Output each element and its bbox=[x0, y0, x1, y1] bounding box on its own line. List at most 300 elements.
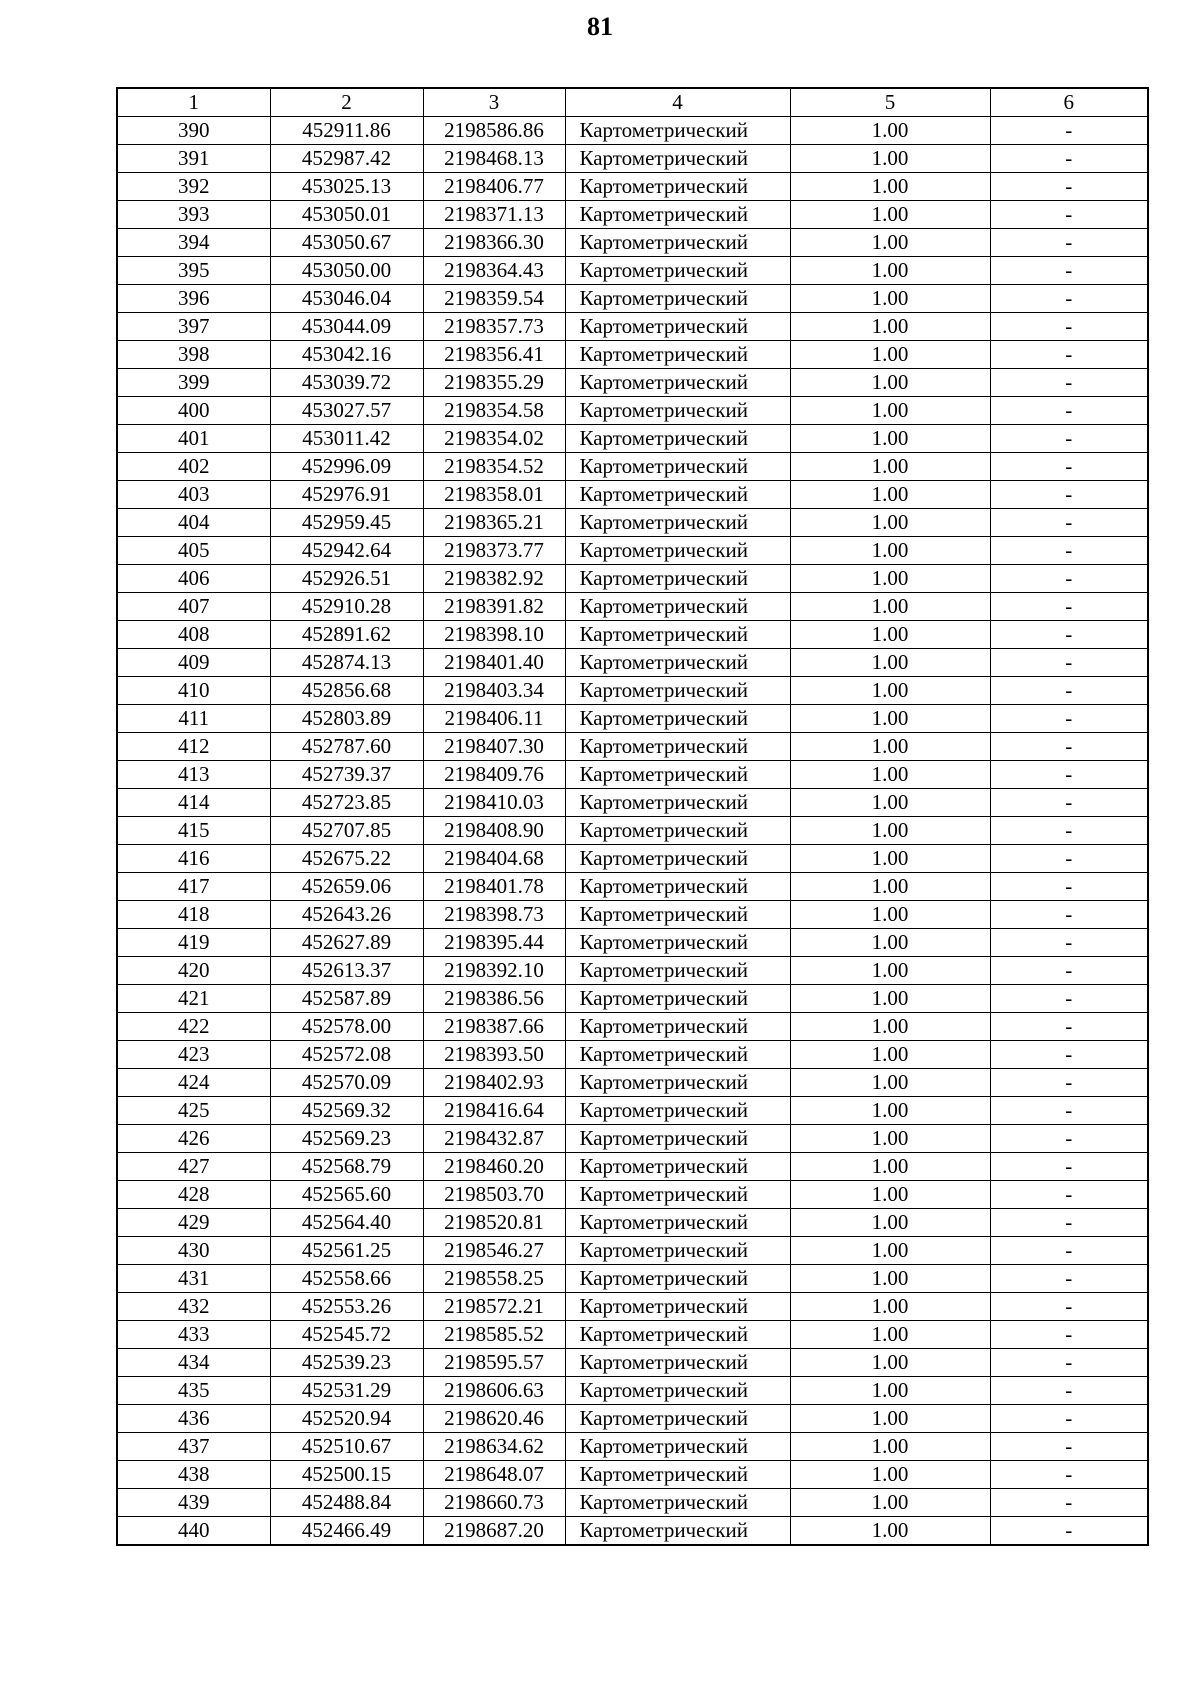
x-coordinate-cell: 452803.89 bbox=[270, 705, 423, 733]
x-coordinate-cell: 452558.66 bbox=[270, 1265, 423, 1293]
table-row bbox=[117, 649, 1148, 677]
x-coordinate-cell: 452787.60 bbox=[270, 733, 423, 761]
accuracy-cell: 1.00 bbox=[790, 677, 990, 705]
point-number-cell: 434 bbox=[117, 1349, 270, 1377]
y-coordinate-cell: 2198354.52 bbox=[423, 453, 565, 481]
note-cell: - bbox=[990, 817, 1148, 845]
x-coordinate-cell: 452561.25 bbox=[270, 1237, 423, 1265]
method-cell: Картометрический bbox=[565, 397, 790, 425]
method-cell: Картометрический bbox=[565, 1265, 790, 1293]
point-number-cell: 394 bbox=[117, 229, 270, 257]
accuracy-cell: 1.00 bbox=[790, 1041, 990, 1069]
table-row bbox=[117, 145, 1148, 173]
point-number-cell: 398 bbox=[117, 341, 270, 369]
note-cell: - bbox=[990, 1097, 1148, 1125]
table-row bbox=[117, 817, 1148, 845]
method-cell: Картометрический bbox=[565, 453, 790, 481]
table-row bbox=[117, 117, 1148, 145]
note-cell: - bbox=[990, 229, 1148, 257]
table-row bbox=[117, 257, 1148, 285]
method-cell: Картометрический bbox=[565, 1069, 790, 1097]
accuracy-cell: 1.00 bbox=[790, 621, 990, 649]
method-cell: Картометрический bbox=[565, 1461, 790, 1489]
table-row bbox=[117, 1237, 1148, 1265]
x-coordinate-cell: 452675.22 bbox=[270, 845, 423, 873]
note-cell: - bbox=[990, 649, 1148, 677]
point-number-cell: 409 bbox=[117, 649, 270, 677]
column-header: 6 bbox=[990, 88, 1148, 117]
x-coordinate-cell: 452874.13 bbox=[270, 649, 423, 677]
x-coordinate-cell: 452959.45 bbox=[270, 509, 423, 537]
method-cell: Картометрический bbox=[565, 761, 790, 789]
point-number-cell: 400 bbox=[117, 397, 270, 425]
x-coordinate-cell: 453025.13 bbox=[270, 173, 423, 201]
note-cell: - bbox=[990, 1069, 1148, 1097]
y-coordinate-cell: 2198620.46 bbox=[423, 1405, 565, 1433]
column-header: 3 bbox=[423, 88, 565, 117]
y-coordinate-cell: 2198404.68 bbox=[423, 845, 565, 873]
y-coordinate-cell: 2198407.30 bbox=[423, 733, 565, 761]
table-row bbox=[117, 621, 1148, 649]
accuracy-cell: 1.00 bbox=[790, 201, 990, 229]
y-coordinate-cell: 2198373.77 bbox=[423, 537, 565, 565]
accuracy-cell: 1.00 bbox=[790, 341, 990, 369]
x-coordinate-cell: 452545.72 bbox=[270, 1321, 423, 1349]
accuracy-cell: 1.00 bbox=[790, 481, 990, 509]
y-coordinate-cell: 2198355.29 bbox=[423, 369, 565, 397]
method-cell: Картометрический bbox=[565, 565, 790, 593]
accuracy-cell: 1.00 bbox=[790, 1125, 990, 1153]
y-coordinate-cell: 2198398.10 bbox=[423, 621, 565, 649]
y-coordinate-cell: 2198356.41 bbox=[423, 341, 565, 369]
table-row bbox=[117, 705, 1148, 733]
accuracy-cell: 1.00 bbox=[790, 817, 990, 845]
accuracy-cell: 1.00 bbox=[790, 705, 990, 733]
x-coordinate-cell: 453050.00 bbox=[270, 257, 423, 285]
table-row bbox=[117, 1349, 1148, 1377]
point-number-cell: 419 bbox=[117, 929, 270, 957]
accuracy-cell: 1.00 bbox=[790, 957, 990, 985]
x-coordinate-cell: 452707.85 bbox=[270, 817, 423, 845]
x-coordinate-cell: 452510.67 bbox=[270, 1433, 423, 1461]
point-number-cell: 425 bbox=[117, 1097, 270, 1125]
point-number-cell: 397 bbox=[117, 313, 270, 341]
y-coordinate-cell: 2198546.27 bbox=[423, 1237, 565, 1265]
table-row bbox=[117, 1433, 1148, 1461]
method-cell: Картометрический bbox=[565, 369, 790, 397]
point-number-cell: 404 bbox=[117, 509, 270, 537]
accuracy-cell: 1.00 bbox=[790, 1209, 990, 1237]
method-cell: Картометрический bbox=[565, 1013, 790, 1041]
y-coordinate-cell: 2198392.10 bbox=[423, 957, 565, 985]
x-coordinate-cell: 453050.67 bbox=[270, 229, 423, 257]
accuracy-cell: 1.00 bbox=[790, 1097, 990, 1125]
accuracy-cell: 1.00 bbox=[790, 1265, 990, 1293]
y-coordinate-cell: 2198354.58 bbox=[423, 397, 565, 425]
point-number-cell: 422 bbox=[117, 1013, 270, 1041]
point-number-cell: 424 bbox=[117, 1069, 270, 1097]
accuracy-cell: 1.00 bbox=[790, 1237, 990, 1265]
y-coordinate-cell: 2198460.20 bbox=[423, 1153, 565, 1181]
table-header-row bbox=[117, 88, 1148, 117]
table-row bbox=[117, 1461, 1148, 1489]
y-coordinate-cell: 2198371.13 bbox=[423, 201, 565, 229]
note-cell: - bbox=[990, 845, 1148, 873]
y-coordinate-cell: 2198358.01 bbox=[423, 481, 565, 509]
note-cell: - bbox=[990, 369, 1148, 397]
note-cell: - bbox=[990, 1321, 1148, 1349]
note-cell: - bbox=[990, 761, 1148, 789]
method-cell: Картометрический bbox=[565, 1377, 790, 1405]
accuracy-cell: 1.00 bbox=[790, 369, 990, 397]
note-cell: - bbox=[990, 1181, 1148, 1209]
table-row bbox=[117, 789, 1148, 817]
point-number-cell: 432 bbox=[117, 1293, 270, 1321]
note-cell: - bbox=[990, 985, 1148, 1013]
x-coordinate-cell: 452531.29 bbox=[270, 1377, 423, 1405]
accuracy-cell: 1.00 bbox=[790, 1433, 990, 1461]
x-coordinate-cell: 452569.32 bbox=[270, 1097, 423, 1125]
point-number-cell: 396 bbox=[117, 285, 270, 313]
x-coordinate-cell: 452568.79 bbox=[270, 1153, 423, 1181]
y-coordinate-cell: 2198387.66 bbox=[423, 1013, 565, 1041]
note-cell: - bbox=[990, 1405, 1148, 1433]
y-coordinate-cell: 2198648.07 bbox=[423, 1461, 565, 1489]
point-number-cell: 430 bbox=[117, 1237, 270, 1265]
table-row bbox=[117, 229, 1148, 257]
point-number-cell: 415 bbox=[117, 817, 270, 845]
x-coordinate-cell: 452911.86 bbox=[270, 117, 423, 145]
point-number-cell: 426 bbox=[117, 1125, 270, 1153]
accuracy-cell: 1.00 bbox=[790, 229, 990, 257]
table-row bbox=[117, 929, 1148, 957]
accuracy-cell: 1.00 bbox=[790, 1013, 990, 1041]
method-cell: Картометрический bbox=[565, 1517, 790, 1546]
note-cell: - bbox=[990, 1153, 1148, 1181]
y-coordinate-cell: 2198401.40 bbox=[423, 649, 565, 677]
point-number-cell: 412 bbox=[117, 733, 270, 761]
method-cell: Картометрический bbox=[565, 593, 790, 621]
accuracy-cell: 1.00 bbox=[790, 1461, 990, 1489]
point-number-cell: 395 bbox=[117, 257, 270, 285]
table-row bbox=[117, 1069, 1148, 1097]
accuracy-cell: 1.00 bbox=[790, 509, 990, 537]
note-cell: - bbox=[990, 1377, 1148, 1405]
accuracy-cell: 1.00 bbox=[790, 1181, 990, 1209]
x-coordinate-cell: 452569.23 bbox=[270, 1125, 423, 1153]
method-cell: Картометрический bbox=[565, 621, 790, 649]
table-row bbox=[117, 1013, 1148, 1041]
x-coordinate-cell: 452942.64 bbox=[270, 537, 423, 565]
note-cell: - bbox=[990, 789, 1148, 817]
note-cell: - bbox=[990, 509, 1148, 537]
x-coordinate-cell: 453050.01 bbox=[270, 201, 423, 229]
accuracy-cell: 1.00 bbox=[790, 593, 990, 621]
x-coordinate-cell: 453042.16 bbox=[270, 341, 423, 369]
y-coordinate-cell: 2198365.21 bbox=[423, 509, 565, 537]
point-number-cell: 391 bbox=[117, 145, 270, 173]
note-cell: - bbox=[990, 285, 1148, 313]
accuracy-cell: 1.00 bbox=[790, 1321, 990, 1349]
method-cell: Картометрический bbox=[565, 957, 790, 985]
note-cell: - bbox=[990, 453, 1148, 481]
point-number-cell: 439 bbox=[117, 1489, 270, 1517]
table-row bbox=[117, 1041, 1148, 1069]
method-cell: Картометрический bbox=[565, 901, 790, 929]
point-number-cell: 399 bbox=[117, 369, 270, 397]
point-number-cell: 428 bbox=[117, 1181, 270, 1209]
y-coordinate-cell: 2198364.43 bbox=[423, 257, 565, 285]
y-coordinate-cell: 2198366.30 bbox=[423, 229, 565, 257]
y-coordinate-cell: 2198520.81 bbox=[423, 1209, 565, 1237]
point-number-cell: 418 bbox=[117, 901, 270, 929]
accuracy-cell: 1.00 bbox=[790, 901, 990, 929]
table-row bbox=[117, 1209, 1148, 1237]
table-row bbox=[117, 481, 1148, 509]
method-cell: Картометрический bbox=[565, 425, 790, 453]
table-row bbox=[117, 425, 1148, 453]
point-number-cell: 402 bbox=[117, 453, 270, 481]
method-cell: Картометрический bbox=[565, 145, 790, 173]
accuracy-cell: 1.00 bbox=[790, 1405, 990, 1433]
x-coordinate-cell: 452553.26 bbox=[270, 1293, 423, 1321]
note-cell: - bbox=[990, 1237, 1148, 1265]
note-cell: - bbox=[990, 313, 1148, 341]
accuracy-cell: 1.00 bbox=[790, 145, 990, 173]
point-number-cell: 393 bbox=[117, 201, 270, 229]
accuracy-cell: 1.00 bbox=[790, 453, 990, 481]
note-cell: - bbox=[990, 173, 1148, 201]
x-coordinate-cell: 452739.37 bbox=[270, 761, 423, 789]
accuracy-cell: 1.00 bbox=[790, 117, 990, 145]
point-number-cell: 407 bbox=[117, 593, 270, 621]
table-row bbox=[117, 1097, 1148, 1125]
table-body bbox=[117, 117, 1148, 1546]
table-row bbox=[117, 901, 1148, 929]
x-coordinate-cell: 452466.49 bbox=[270, 1517, 423, 1546]
x-coordinate-cell: 452488.84 bbox=[270, 1489, 423, 1517]
y-coordinate-cell: 2198409.76 bbox=[423, 761, 565, 789]
accuracy-cell: 1.00 bbox=[790, 173, 990, 201]
method-cell: Картометрический bbox=[565, 1041, 790, 1069]
table-row bbox=[117, 761, 1148, 789]
point-number-cell: 437 bbox=[117, 1433, 270, 1461]
method-cell: Картометрический bbox=[565, 789, 790, 817]
y-coordinate-cell: 2198403.34 bbox=[423, 677, 565, 705]
table-row bbox=[117, 1377, 1148, 1405]
note-cell: - bbox=[990, 1517, 1148, 1546]
method-cell: Картометрический bbox=[565, 1433, 790, 1461]
method-cell: Картометрический bbox=[565, 677, 790, 705]
x-coordinate-cell: 452659.06 bbox=[270, 873, 423, 901]
accuracy-cell: 1.00 bbox=[790, 397, 990, 425]
point-number-cell: 413 bbox=[117, 761, 270, 789]
x-coordinate-cell: 452910.28 bbox=[270, 593, 423, 621]
x-coordinate-cell: 452987.42 bbox=[270, 145, 423, 173]
point-number-cell: 401 bbox=[117, 425, 270, 453]
accuracy-cell: 1.00 bbox=[790, 425, 990, 453]
y-coordinate-cell: 2198398.73 bbox=[423, 901, 565, 929]
y-coordinate-cell: 2198606.63 bbox=[423, 1377, 565, 1405]
method-cell: Картометрический bbox=[565, 733, 790, 761]
method-cell: Картометрический bbox=[565, 285, 790, 313]
y-coordinate-cell: 2198408.90 bbox=[423, 817, 565, 845]
note-cell: - bbox=[990, 901, 1148, 929]
method-cell: Картометрический bbox=[565, 509, 790, 537]
y-coordinate-cell: 2198359.54 bbox=[423, 285, 565, 313]
accuracy-cell: 1.00 bbox=[790, 1069, 990, 1097]
method-cell: Картометрический bbox=[565, 1097, 790, 1125]
x-coordinate-cell: 453044.09 bbox=[270, 313, 423, 341]
accuracy-cell: 1.00 bbox=[790, 929, 990, 957]
method-cell: Картометрический bbox=[565, 1321, 790, 1349]
table-row bbox=[117, 341, 1148, 369]
accuracy-cell: 1.00 bbox=[790, 257, 990, 285]
coordinates-table bbox=[116, 87, 1149, 1546]
x-coordinate-cell: 452500.15 bbox=[270, 1461, 423, 1489]
point-number-cell: 403 bbox=[117, 481, 270, 509]
accuracy-cell: 1.00 bbox=[790, 733, 990, 761]
table-row bbox=[117, 453, 1148, 481]
point-number-cell: 414 bbox=[117, 789, 270, 817]
note-cell: - bbox=[990, 481, 1148, 509]
point-number-cell: 423 bbox=[117, 1041, 270, 1069]
accuracy-cell: 1.00 bbox=[790, 789, 990, 817]
note-cell: - bbox=[990, 929, 1148, 957]
x-coordinate-cell: 452627.89 bbox=[270, 929, 423, 957]
x-coordinate-cell: 452856.68 bbox=[270, 677, 423, 705]
point-number-cell: 416 bbox=[117, 845, 270, 873]
y-coordinate-cell: 2198382.92 bbox=[423, 565, 565, 593]
point-number-cell: 406 bbox=[117, 565, 270, 593]
method-cell: Картометрический bbox=[565, 313, 790, 341]
column-header: 5 bbox=[790, 88, 990, 117]
method-cell: Картометрический bbox=[565, 929, 790, 957]
x-coordinate-cell: 452926.51 bbox=[270, 565, 423, 593]
point-number-cell: 429 bbox=[117, 1209, 270, 1237]
point-number-cell: 433 bbox=[117, 1321, 270, 1349]
note-cell: - bbox=[990, 201, 1148, 229]
note-cell: - bbox=[990, 537, 1148, 565]
x-coordinate-cell: 452723.85 bbox=[270, 789, 423, 817]
x-coordinate-cell: 452891.62 bbox=[270, 621, 423, 649]
point-number-cell: 417 bbox=[117, 873, 270, 901]
point-number-cell: 427 bbox=[117, 1153, 270, 1181]
method-cell: Картометрический bbox=[565, 817, 790, 845]
column-header: 4 bbox=[565, 88, 790, 117]
table-row bbox=[117, 285, 1148, 313]
table-row bbox=[117, 1405, 1148, 1433]
table-row bbox=[117, 1293, 1148, 1321]
method-cell: Картометрический bbox=[565, 845, 790, 873]
table-row bbox=[117, 733, 1148, 761]
x-coordinate-cell: 452565.60 bbox=[270, 1181, 423, 1209]
point-number-cell: 438 bbox=[117, 1461, 270, 1489]
point-number-cell: 421 bbox=[117, 985, 270, 1013]
table-row bbox=[117, 957, 1148, 985]
table-row bbox=[117, 1125, 1148, 1153]
method-cell: Картометрический bbox=[565, 341, 790, 369]
y-coordinate-cell: 2198585.52 bbox=[423, 1321, 565, 1349]
table-row bbox=[117, 873, 1148, 901]
y-coordinate-cell: 2198386.56 bbox=[423, 985, 565, 1013]
note-cell: - bbox=[990, 873, 1148, 901]
table-row bbox=[117, 1489, 1148, 1517]
table-row bbox=[117, 985, 1148, 1013]
note-cell: - bbox=[990, 621, 1148, 649]
y-coordinate-cell: 2198391.82 bbox=[423, 593, 565, 621]
note-cell: - bbox=[990, 1349, 1148, 1377]
method-cell: Картометрический bbox=[565, 1489, 790, 1517]
table-row bbox=[117, 537, 1148, 565]
method-cell: Картометрический bbox=[565, 117, 790, 145]
accuracy-cell: 1.00 bbox=[790, 649, 990, 677]
point-number-cell: 420 bbox=[117, 957, 270, 985]
note-cell: - bbox=[990, 1265, 1148, 1293]
method-cell: Картометрический bbox=[565, 1153, 790, 1181]
method-cell: Картометрический bbox=[565, 649, 790, 677]
y-coordinate-cell: 2198558.25 bbox=[423, 1265, 565, 1293]
accuracy-cell: 1.00 bbox=[790, 1293, 990, 1321]
point-number-cell: 435 bbox=[117, 1377, 270, 1405]
table-row bbox=[117, 845, 1148, 873]
x-coordinate-cell: 452539.23 bbox=[270, 1349, 423, 1377]
method-cell: Картометрический bbox=[565, 229, 790, 257]
accuracy-cell: 1.00 bbox=[790, 1349, 990, 1377]
note-cell: - bbox=[990, 1125, 1148, 1153]
point-number-cell: 411 bbox=[117, 705, 270, 733]
accuracy-cell: 1.00 bbox=[790, 845, 990, 873]
method-cell: Картометрический bbox=[565, 1209, 790, 1237]
note-cell: - bbox=[990, 705, 1148, 733]
note-cell: - bbox=[990, 257, 1148, 285]
note-cell: - bbox=[990, 1013, 1148, 1041]
method-cell: Картометрический bbox=[565, 257, 790, 285]
table-row bbox=[117, 1181, 1148, 1209]
x-coordinate-cell: 452996.09 bbox=[270, 453, 423, 481]
y-coordinate-cell: 2198401.78 bbox=[423, 873, 565, 901]
table-row bbox=[117, 593, 1148, 621]
note-cell: - bbox=[990, 397, 1148, 425]
note-cell: - bbox=[990, 677, 1148, 705]
column-header: 2 bbox=[270, 88, 423, 117]
x-coordinate-cell: 453039.72 bbox=[270, 369, 423, 397]
table-row bbox=[117, 201, 1148, 229]
note-cell: - bbox=[990, 1433, 1148, 1461]
table-row bbox=[117, 1265, 1148, 1293]
y-coordinate-cell: 2198393.50 bbox=[423, 1041, 565, 1069]
point-number-cell: 440 bbox=[117, 1517, 270, 1546]
note-cell: - bbox=[990, 145, 1148, 173]
method-cell: Картометрический bbox=[565, 1125, 790, 1153]
y-coordinate-cell: 2198586.86 bbox=[423, 117, 565, 145]
accuracy-cell: 1.00 bbox=[790, 985, 990, 1013]
accuracy-cell: 1.00 bbox=[790, 1153, 990, 1181]
y-coordinate-cell: 2198595.57 bbox=[423, 1349, 565, 1377]
accuracy-cell: 1.00 bbox=[790, 565, 990, 593]
y-coordinate-cell: 2198406.77 bbox=[423, 173, 565, 201]
accuracy-cell: 1.00 bbox=[790, 873, 990, 901]
y-coordinate-cell: 2198660.73 bbox=[423, 1489, 565, 1517]
x-coordinate-cell: 452643.26 bbox=[270, 901, 423, 929]
x-coordinate-cell: 452520.94 bbox=[270, 1405, 423, 1433]
accuracy-cell: 1.00 bbox=[790, 761, 990, 789]
y-coordinate-cell: 2198634.62 bbox=[423, 1433, 565, 1461]
y-coordinate-cell: 2198687.20 bbox=[423, 1517, 565, 1546]
table-row bbox=[117, 1153, 1148, 1181]
y-coordinate-cell: 2198395.44 bbox=[423, 929, 565, 957]
method-cell: Картометрический bbox=[565, 1405, 790, 1433]
